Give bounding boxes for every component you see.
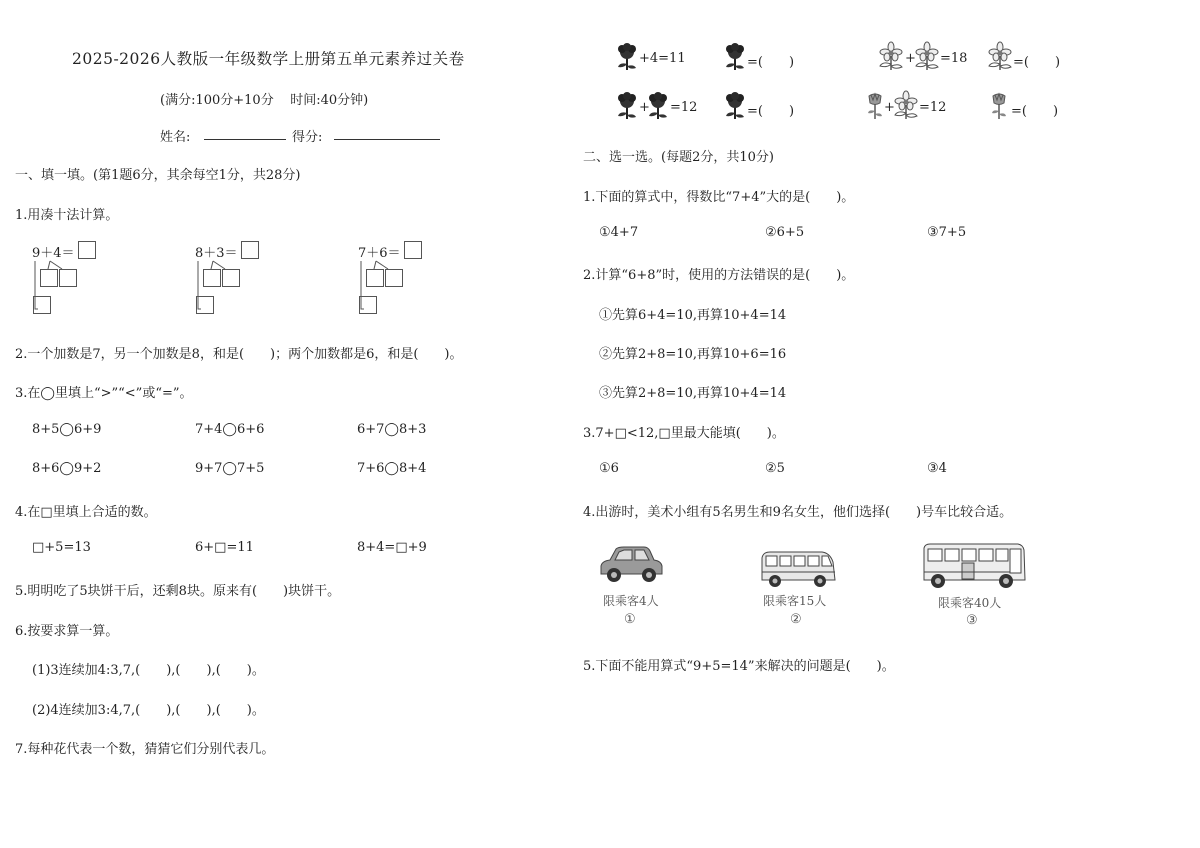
- car-icon: [598, 544, 664, 586]
- vehicle-number[interactable]: ①: [624, 612, 636, 627]
- compare-item[interactable]: 9+7◯7+5: [195, 461, 265, 476]
- small-flower-icon: [992, 93, 1008, 121]
- option[interactable]: ③7+5: [927, 225, 967, 240]
- bus-icon: [922, 542, 1026, 590]
- q5-text: 5.明明吃了5块饼干后，还剩8块。原来有( )块饼干。: [15, 584, 341, 599]
- small-flower-icon: [868, 93, 884, 121]
- q1-text: 1.用凑十法计算。: [15, 208, 119, 223]
- compare-item[interactable]: 8+5◯6+9: [32, 422, 102, 437]
- q6-part2: (2)4连续加3:4,7,( ),( ),( )。: [32, 703, 265, 718]
- split-box[interactable]: [59, 269, 77, 287]
- section1-heading: 一、填一填。(第1题6分，其余每空1分，共28分): [15, 168, 301, 183]
- flower-answer[interactable]: =( ): [747, 55, 795, 70]
- dark-flower-icon: [616, 93, 638, 121]
- option[interactable]: ①6: [599, 461, 619, 476]
- dark-flower-icon: [724, 44, 746, 72]
- name-blank[interactable]: [204, 139, 286, 140]
- option[interactable]: ②5: [765, 461, 785, 476]
- vehicle-number[interactable]: ③: [966, 613, 978, 628]
- s2-q1-text: 1.下面的算式中，得数比“7+4”大的是( )。: [583, 190, 855, 205]
- light-flower-icon: [880, 44, 902, 72]
- flower-answer[interactable]: =( ): [747, 104, 795, 119]
- page-title: 2025-2026人教版一年级数学上册第五单元素养过关卷: [72, 50, 465, 68]
- minibus-icon: [760, 550, 836, 588]
- option[interactable]: ③4: [927, 461, 947, 476]
- compare-item[interactable]: 6+7◯8+3: [357, 422, 427, 437]
- dark-flower-icon: [724, 93, 746, 121]
- make-ten-diagram: [193, 241, 273, 317]
- flower-eq: =12: [919, 100, 947, 115]
- split-box[interactable]: [366, 269, 384, 287]
- plus-sign: +: [884, 100, 895, 115]
- dark-flower-icon: [647, 93, 669, 121]
- make-ten-diagram: [356, 241, 436, 317]
- split-box[interactable]: [222, 269, 240, 287]
- split-box[interactable]: [203, 269, 221, 287]
- vehicle-number[interactable]: ②: [790, 612, 802, 627]
- s2-q3-text: 3.7+□<12,□里最大能填( )。: [583, 426, 785, 441]
- compare-item[interactable]: 8+6◯9+2: [32, 461, 102, 476]
- option[interactable]: ③先算2+8=10,再算10+4=14: [599, 386, 787, 401]
- light-flower-icon: [895, 93, 917, 121]
- make-ten-diagram: [30, 241, 110, 317]
- q6-text: 6.按要求算一算。: [15, 624, 119, 639]
- q6-part1: (1)3连续加4:3,7,( ),( ),( )。: [32, 663, 265, 678]
- vehicle-caption: 限乘客40人: [938, 596, 1002, 610]
- section2-heading: 二、选一选。(每题2分，共10分): [583, 150, 774, 165]
- plus-sign: +: [639, 100, 650, 115]
- s2-q5-text: 5.下面不能用算式“9+5=14”来解决的问题是( )。: [583, 659, 895, 674]
- sum-box[interactable]: [196, 296, 214, 314]
- vehicle-caption: 限乘客4人: [603, 594, 659, 608]
- q3-text: 3.在◯里填上“>”“<”或“=”。: [15, 386, 193, 401]
- plus-sign: +: [905, 51, 916, 66]
- fill-item[interactable]: 6+□=11: [195, 540, 254, 555]
- dark-flower-icon: [616, 44, 638, 72]
- s2-q4-text: 4.出游时，美术小组有5名男生和9名女生，他们选择( )号车比较合适。: [583, 505, 1013, 520]
- q2-text: 2.一个加数是7，另一个加数是8，和是( )；两个加数都是6，和是( )。: [15, 347, 463, 362]
- name-label: 姓名:: [160, 130, 191, 145]
- vehicle-caption: 限乘客15人: [763, 594, 827, 608]
- split-box[interactable]: [40, 269, 58, 287]
- q7-text: 7.每种花代表一个数，猜猜它们分别代表几。: [15, 742, 275, 757]
- score-blank[interactable]: [334, 139, 440, 140]
- flower-eq: =12: [670, 100, 698, 115]
- flower-answer[interactable]: =( ): [1011, 104, 1059, 119]
- fill-item[interactable]: □+5=13: [32, 540, 91, 555]
- score-label: 得分:: [292, 130, 323, 145]
- equation: 9＋4＝: [32, 246, 75, 261]
- option[interactable]: ①先算6+4=10,再算10+4=14: [599, 308, 787, 323]
- flower-eq: =18: [940, 51, 968, 66]
- compare-item[interactable]: 7+6◯8+4: [357, 461, 427, 476]
- option[interactable]: ②6+5: [765, 225, 805, 240]
- compare-item[interactable]: 7+4◯6+6: [195, 422, 265, 437]
- score-info: (满分:100分+10分 时间:40分钟): [160, 93, 369, 108]
- split-box[interactable]: [385, 269, 403, 287]
- fill-item[interactable]: 8+4=□+9: [357, 540, 427, 555]
- flower-answer[interactable]: =( ): [1013, 55, 1061, 70]
- option[interactable]: ②先算2+8=10,再算10+6=16: [599, 347, 787, 362]
- s2-q2-text: 2.计算“6+8”时，使用的方法错误的是( )。: [583, 268, 855, 283]
- light-flower-icon: [989, 44, 1011, 72]
- sum-box[interactable]: [33, 296, 51, 314]
- option[interactable]: ①4+7: [599, 225, 639, 240]
- sum-box[interactable]: [359, 296, 377, 314]
- q4-text: 4.在□里填上合适的数。: [15, 505, 157, 520]
- light-flower-icon: [916, 44, 938, 72]
- equation: 8＋3＝: [195, 246, 238, 261]
- flower-eq: +4=11: [639, 51, 686, 66]
- equation: 7＋6＝: [358, 246, 401, 261]
